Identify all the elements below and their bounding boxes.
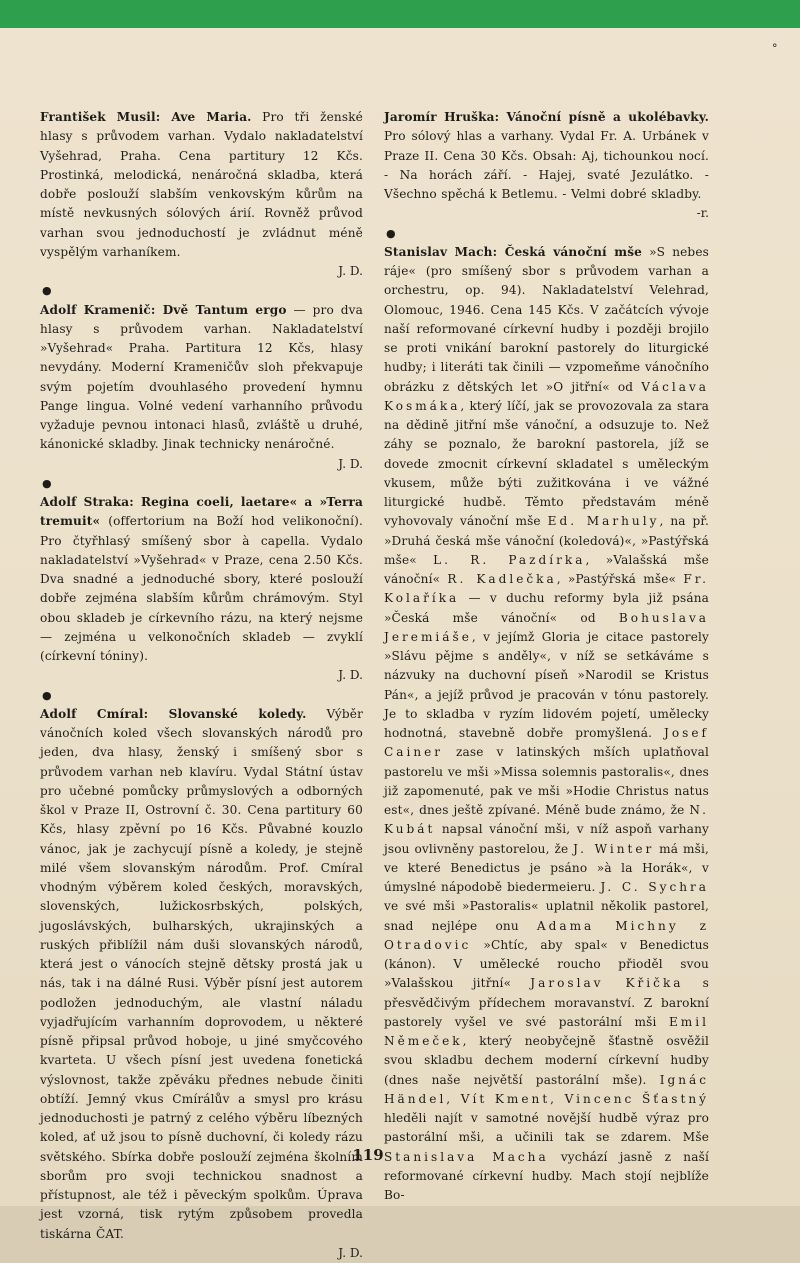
review-text xyxy=(40,705,363,1244)
separator-bullet: ● xyxy=(386,226,396,240)
review-body: , který líčí, jak se provozovala za stara na dědině jitřní mše vánoční, a odsuzuje to. Než záhy se poznalo, že barokní pastorela, jíž se dovede zmocnit církevní skladatel s uměleckým vkusem, může býti zužitkována i ve vážné liturgické hudbě. Těmto představám méně vyhovovaly vánoční mše xyxy=(384,398,709,529)
review-text xyxy=(384,108,709,204)
review-body: hleděli najít v samotné novější hudbě výraz pro pastorální mši, a učinili tak se zdarem. Mše xyxy=(384,1111,709,1145)
spaced-name: Ed. Marhuly xyxy=(547,514,660,529)
review-body: »Chtíc, aby spal« v Benedictus (kánon). V umělecké roucho přioděl svou »Valašskou jitřní« xyxy=(384,937,709,991)
corner-mark: ° xyxy=(772,42,778,55)
page-number: 119 xyxy=(352,1146,384,1164)
review-entry xyxy=(40,705,363,1263)
right-column xyxy=(384,108,709,1205)
spaced-name: Adama Michny z Otradovic xyxy=(384,918,709,952)
review-title: Jaromír Hruška: Vánoční písně a ukolébavky. xyxy=(384,110,709,124)
separator-bullet: ● xyxy=(42,476,52,490)
review-title: Stanislav Mach: Česká vánoční mše xyxy=(384,244,642,259)
separator-bullet: ● xyxy=(42,284,52,298)
review-body: vychází jasně z naší reformované církevní hudby. Mach stojí nejblíže Bo- xyxy=(384,1149,709,1202)
review-body: — v duchu reformy byla již psána »Česká mše vánoční« od xyxy=(384,591,709,625)
spaced-name: Emil Němeček xyxy=(384,1014,709,1048)
spaced-name: L. R. Pazdírka xyxy=(433,552,586,567)
left-column xyxy=(40,108,363,1263)
review-body: , »Pastýřská mše« xyxy=(556,572,684,586)
review-body: Pro tři ženské hlasy s průvodem varhan. Vydalo nakladatelství Vyšehrad, Praha. Cena partitury 12 Kčs. Prostinká, melodická, nenáročná skladba, která dobře poslouží slabším venkovským kůrům na místě nevkusných sólových árií. Rovněž průvod varhan svou jednoduchostí je zvládnut méně vyspělým varhaníkem. xyxy=(40,110,363,259)
spaced-name: Bohuslava Jeremiáše xyxy=(384,610,709,644)
spaced-name: N. Kubát xyxy=(384,803,709,837)
review-signature: J. D. xyxy=(338,456,363,471)
spaced-name: J. Winter xyxy=(573,841,655,856)
review-signature: J. D. xyxy=(338,668,363,683)
review-body: s přesvědčivým přídechem moravanství. Z barokní pastorely vyšel ve své pastorální mši xyxy=(384,976,709,1029)
review-text xyxy=(384,243,709,1206)
review-text xyxy=(40,108,363,262)
review-body: ve své mši »Pastoralis« uplatnil několik pastorel, snad nejlépe onu xyxy=(384,899,709,933)
separator-bullet: ● xyxy=(42,688,52,702)
review-entry xyxy=(40,493,363,686)
review-body: má mši, ve které Benedictus je psáno »à la Horák«, v úmyslné nápodobě biedermeieru. xyxy=(384,841,709,894)
spaced-name: J. C. Sychra xyxy=(600,880,710,894)
top-band xyxy=(0,0,800,28)
review-title: Adolf Cmíral: Slovanské koledy. xyxy=(40,706,307,721)
review-body: zase v latinských mších uplatňoval pastorelu ve mši »Missa solemnis pastoralis«, dnes již zapomenuté, pak ve mši »Hodie Christus natus est«, dnes ještě zpívané. Méně bude známo, že xyxy=(384,745,709,817)
spaced-name: Václava Kosmáka xyxy=(384,379,709,413)
review-body: — pro dva hlasy s průvodem varhan. Nakladatelství »Vyšehrad« Praha. Partitura 12 Kčs, hlasy nevydány. Moderní Krameničův sloh překvapuje svým pojetím dvouhlasého provedení hymnu Pange lingua. Volné vedení varhanního průvodu vyžaduje pevnou intonaci hlasů, zvláště u druhé, kánonické skladby. Jinak technicky nenáročné. xyxy=(40,302,364,452)
spaced-name: R. Kadlečka xyxy=(447,572,557,586)
spaced-name: Fr. Kolaříka xyxy=(384,572,709,606)
review-body: napsal vánoční mši, v níž aspoň varhany jsou ovlivněny pastorelou, že xyxy=(384,822,709,856)
spaced-name: Stanislava Macha xyxy=(384,1149,549,1164)
review-title: Adolf Straka: Regina coeli, laetare« a »Terra tremuit« xyxy=(40,495,363,529)
review-signature: -r. xyxy=(696,206,709,221)
review-signature: J. D. xyxy=(338,264,363,278)
review-entry xyxy=(384,108,709,224)
review-body: (offertorium na Boží hod velikonoční). Pro čtyřhlasý smíšený sbor à capella. Vydalo nakladatelství »Vyšehrad« v Praze, cena 2.50 Kčs. Dva snadné a jednoduché sbory, které poslouží dobře zejména slabším kůrům chrámovým. Styl obou skladeb je církevního rázu, na který nejsme — zejména u velkonočních skladeb — zvyklí (církevní tóniny). xyxy=(40,514,363,663)
review-signature: J. D. xyxy=(338,1245,363,1260)
spaced-name: Ignác Händel, Vít Kment, Vincenc Šťastný xyxy=(384,1072,709,1106)
review-body: Pro sólový hlas a varhany. Vydal Fr. A. Urbánek v Praze II. Cena 30 Kčs. Obsah: Aj, tichounkou nocí. - Na horách září. - Hajej, svaté Jezulátko. - Všechno spěchá k Betlemu. - Velmi dobré skladby. xyxy=(384,129,709,201)
review-entry xyxy=(40,301,363,474)
review-body: »S nebes ráje« (pro smíšený sbor s průvodem varhan a orchestru, op. 94). Nakladatelství Velehrad, Olomouc, 1946. Cena 145 Kčs. V začátcích vývoje naší reformované církevní hudby i později brojilo se proti vnikání barokní pastorely do liturgické hudby; i literáti tak činili — vzpomeňme vánočního obrázku z dětských let »O jitřní« od xyxy=(384,244,709,394)
page xyxy=(0,28,800,1260)
review-body: Výběr vánočních koled všech slovanských národů pro jeden, dva hlasy, ženský i smíšený sbor s průvodem varhan neb klavíru. Vydal Státní ústav pro učebné pomůcky průmyslových a odborných škol v Praze II, Ostrovní č. 30. Cena partitury 60 Kčs, hlasy zpěvní po 16 Kčs. Půvabné kouzlo vánoc, jak je zachycují písně a koledy, je stejně milé všem slovanským národům. Prof. Cmíral vhodným výběrem koled českých, moravských, slovenských, lužickosrbských, polských, jugoslávských, bulharských, ukrajinských a ruských přiblížil nám duši slovanských národů, která jest o vánocích stejně dětsky prostá jak u nás, tak i na dálné Rusi. Výběr písní jest autorem podložen jednoduchým, ale vlastní náladu vyjadřujícím varhanním doprovodem, u některé písně připsal průvod hoboje, u jiné smyčcového kvarteta. U všech písní jest uvedena fonetická výslovnost, takže zpěváku přednes nebude činiti obtíží. Jemný vkus Cmírálův a smysl pro krásu jednoduchosti je patrný z celého výběru líbezných koled, ať už jsou to písně duchovní, či koledy rázu světského. Sbírka dobře poslouží zejména školním sborům pro svoji technickou snadnost a přístupnost, ale též i pěveckým spolkům. Úprava jest vzorná, tisk rytým způsobem provedla tiskárna ČAT. xyxy=(40,706,363,1241)
review-body: , na př. »Druhá česká mše vánoční (koledová)«, »Pastýřská mše« xyxy=(384,514,709,567)
review-title: František Musil: Ave Maria. xyxy=(40,110,252,124)
review-entry xyxy=(40,108,363,281)
review-text xyxy=(40,493,363,666)
review-body: , »Valašská mše vánoční« xyxy=(384,552,709,586)
review-body: , který neobyčejně šťastně osvěžil svou skladbu dechem moderní církevní hudby (dnes naše největší pastorální mše). xyxy=(384,1034,709,1087)
review-entry xyxy=(384,243,709,1206)
spaced-name: Josef Cainer xyxy=(384,726,709,760)
review-body: , v jejímž Gloria je citace pastorely »Slávu pějme s anděly«, v níž se setkáváme s názvuky na duchovní píseň »Narodil se Kristus Pán«, a jejíž průvod je pracován v tónu pastorely. Je to skladba v ryzím lidovém pojetí, umělecky hodnotná, stavebně dobře promyšlená. xyxy=(384,629,709,740)
spaced-name: Jaroslav Křička xyxy=(530,976,684,991)
review-text xyxy=(40,301,363,455)
review-title: Adolf Kramenič: Dvě Tantum ergo xyxy=(40,302,287,317)
